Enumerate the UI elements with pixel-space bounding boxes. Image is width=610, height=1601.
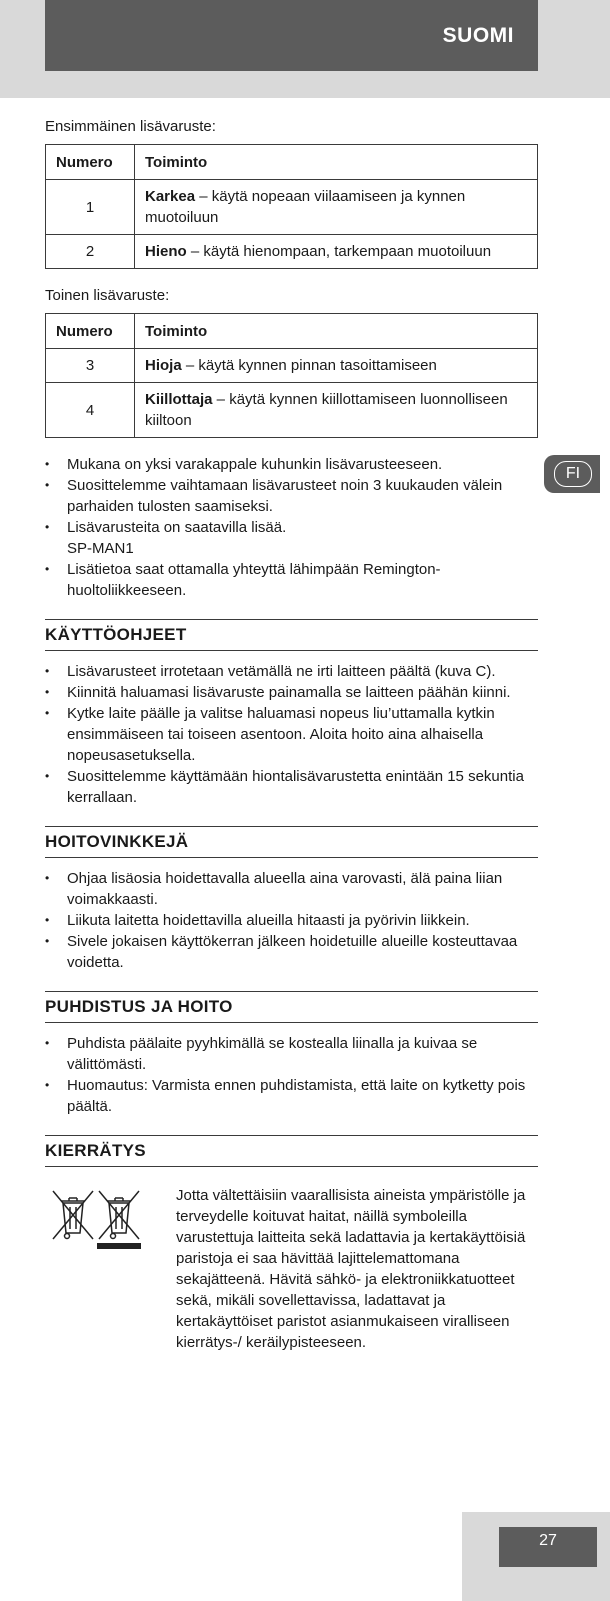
function-term: Karkea <box>145 188 196 205</box>
column-header-number: Numero <box>46 145 135 180</box>
table-header-row <box>46 145 538 180</box>
section-title-care-tips: HOITOVINKKEJÄ <box>45 826 538 858</box>
accessory-notes-list <box>45 454 538 601</box>
crossed-out-wheelie-bin-with-bar-icon <box>97 1189 141 1251</box>
recycling-block <box>45 1185 538 1353</box>
list-item: • Mukana on yksi varakappale kuhunkin lisävarusteeseen. <box>45 454 538 475</box>
list-item: • Lisävarusteet irrotetaan vetämällä ne irti laitteen päältä (kuva C). <box>45 661 538 682</box>
list-item: • Huomautus: Varmista ennen puhdistamista, että laite on kytketty pois päältä. <box>45 1075 538 1117</box>
list-item: • Kiinnitä haluamasi lisävaruste painamalla se laitteen päähän kiinni. <box>45 682 538 703</box>
column-header-function: Toiminto <box>135 145 538 180</box>
table2-intro: Toinen lisävaruste: <box>45 287 170 304</box>
row-number: 2 <box>46 235 135 269</box>
list-item: • Suosittelemme käyttämään hiontalisävarustetta enintään 15 sekuntia kerrallaan. <box>45 766 538 808</box>
page-content <box>45 116 538 1353</box>
list-item: • Lisätietoa saat ottamalla yhteyttä lähimpään Remington-huoltoliikkeeseen. <box>45 559 538 601</box>
row-function <box>135 235 538 269</box>
section-title-recycling: KIERRÄTYS <box>45 1135 538 1167</box>
accessory-table-1 <box>45 144 538 269</box>
function-description: – käytä hienompaan, tarkempaan muotoiluun <box>186 243 492 260</box>
list-item: • Liikuta laitetta hoidettavilla alueilla hitaasti ja pyörivin liikkein. <box>45 910 538 931</box>
row-function <box>135 349 538 383</box>
table-row <box>46 349 538 383</box>
table-header-row <box>46 314 538 349</box>
usage-list <box>45 661 538 808</box>
function-term: Hieno <box>145 243 187 260</box>
row-function <box>135 383 538 438</box>
row-function <box>135 180 538 235</box>
table1-intro: Ensimmäinen lisävaruste: <box>45 118 216 135</box>
list-item: • Lisävarusteita on saatavilla lisää. SP-MAN1 <box>45 517 538 559</box>
row-number: 4 <box>46 383 135 438</box>
care-tips-list <box>45 868 538 973</box>
function-description: – käytä kynnen pinnan tasoittamiseen <box>181 357 437 374</box>
recycling-icons <box>45 1185 176 1353</box>
row-number: 1 <box>46 180 135 235</box>
list-item: • Suosittelemme vaihtamaan lisävarusteet noin 3 kuukauden välein parhaiden tulosten saamiseksi. <box>45 475 538 517</box>
list-item: • Puhdista päälaite pyyhkimällä se kostealla liinalla ja kuivaa se välittömästi. <box>45 1033 538 1075</box>
language-header <box>45 0 538 71</box>
accessory-table-2 <box>45 313 538 438</box>
table-row <box>46 235 538 269</box>
section-title-cleaning: PUHDISTUS JA HOITO <box>45 991 538 1023</box>
language-label: SUOMI <box>442 24 514 47</box>
column-header-number: Numero <box>46 314 135 349</box>
section-title-usage: KÄYTTÖOHJEET <box>45 619 538 651</box>
crossed-out-wheelie-bin-icon <box>51 1189 95 1251</box>
recycling-text: Jotta vältettäisiin vaarallisista aineista ympäristölle ja terveydelle koituvat haitat, näillä symboleilla varustettuja laitteita sekä ladattavia ja kertakäyttöisiä paristoja ei saa hävittää lajittelemattomana sekajätteenä. Hävitä sähkö- ja elektroniikkatuotteet sekä, mikäli sovellettavissa, ladattavat ja kertakäyttöiset paristot asianmukaiseen viralliseen kierrätys-/ keräilypisteeseen. <box>176 1187 526 1351</box>
row-number: 3 <box>46 349 135 383</box>
function-description: – käytä kynnen kiillottamiseen luonnolliseen kiiltoon <box>145 391 508 429</box>
language-code-badge: FI <box>554 461 592 487</box>
list-item: • Sivele jokaisen käyttökerran jälkeen hoidetuille alueille kosteuttavaa voidetta. <box>45 931 538 973</box>
cleaning-list <box>45 1033 538 1117</box>
table-row <box>46 383 538 438</box>
page-number: 27 <box>499 1527 597 1567</box>
function-term: Kiillottaja <box>145 391 213 408</box>
function-description: – käytä nopeaan viilaamiseen ja kynnen muotoiluun <box>145 188 466 226</box>
column-header-function: Toiminto <box>135 314 538 349</box>
list-item: • Ohjaa lisäosia hoidettavalla alueella aina varovasti, älä paina liian voimakkaasti. <box>45 868 538 910</box>
function-term: Hioja <box>145 357 182 374</box>
list-item: • Kytke laite päälle ja valitse haluamasi nopeus liu’uttamalla kytkin ensimmäiseen tai toiseen asentoon. Aloita hoito aina alhaisella nopeusasetuksella. <box>45 703 538 766</box>
language-side-tab <box>544 455 600 493</box>
table-row <box>46 180 538 235</box>
